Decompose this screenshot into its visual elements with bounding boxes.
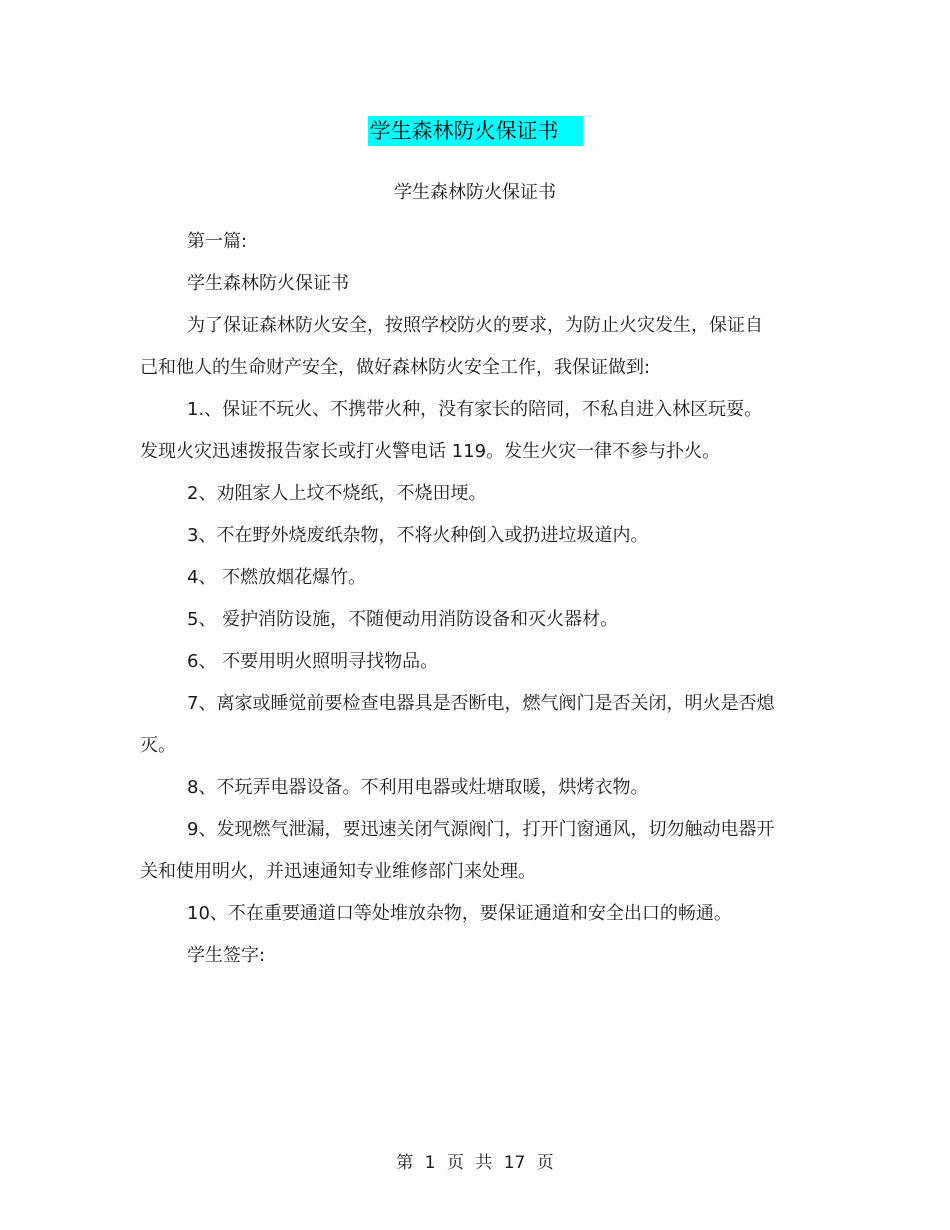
list-item-5: 5、 爱护消防设施，不随便动用消防设备和灭火器材。	[187, 609, 619, 630]
page-number: 第 1 页 共 17 页	[396, 1153, 554, 1173]
list-item-3: 3、不在野外烧废纸杂物，不将火种倒入或扔进垃圾道内。	[187, 525, 649, 546]
list-item-6: 6、 不要用明火照明寻找物品。	[187, 651, 439, 672]
list-item-8: 8、不玩弄电器设备。不利用电器或灶塘取暖，烘烤衣物。	[187, 777, 649, 798]
document-subtitle: 学生森林防火保证书	[394, 182, 556, 203]
list-item-4: 4、 不燃放烟花爆竹。	[187, 567, 367, 588]
list-item-1: 1.、保证不玩火、不携带火种，没有家长的陪同，不私自进入林区玩耍。发现火灾迅速拨报告家长或打火警电话 119。发生火灾一律不参与扑火。	[140, 399, 763, 462]
list-item-2: 2、劝阻家人上坟不烧纸，不烧田埂。	[187, 483, 487, 504]
intro-paragraph: 为了保证森林防火安全，按照学校防火的要求，为防止火灾发生，保证自己和他人的生命财产安全，做好森林防火安全工作，我保证做到:	[140, 315, 763, 378]
list-item-7: 7、离家或睡觉前要检查电器具是否断电，燃气阀门是否关闭，明火是否熄灭。	[140, 693, 775, 756]
list-item-10: 10、不在重要通道口等处堆放杂物，要保证通道和安全出口的畅通。	[187, 903, 732, 924]
section-heading: 学生森林防火保证书	[187, 273, 349, 294]
title-wrap	[0, 116, 950, 146]
section-label: 第一篇:	[187, 231, 248, 252]
document-title: 学生森林防火保证书	[368, 116, 583, 146]
list-item-9: 9、发现燃气泄漏，要迅速关闭气源阀门，打开门窗通风，切勿触动电器开关和使用明火，并迅速通知专业维修部门来处理。	[140, 819, 775, 882]
signature-label: 学生签字:	[187, 945, 266, 966]
document-body	[140, 221, 820, 977]
